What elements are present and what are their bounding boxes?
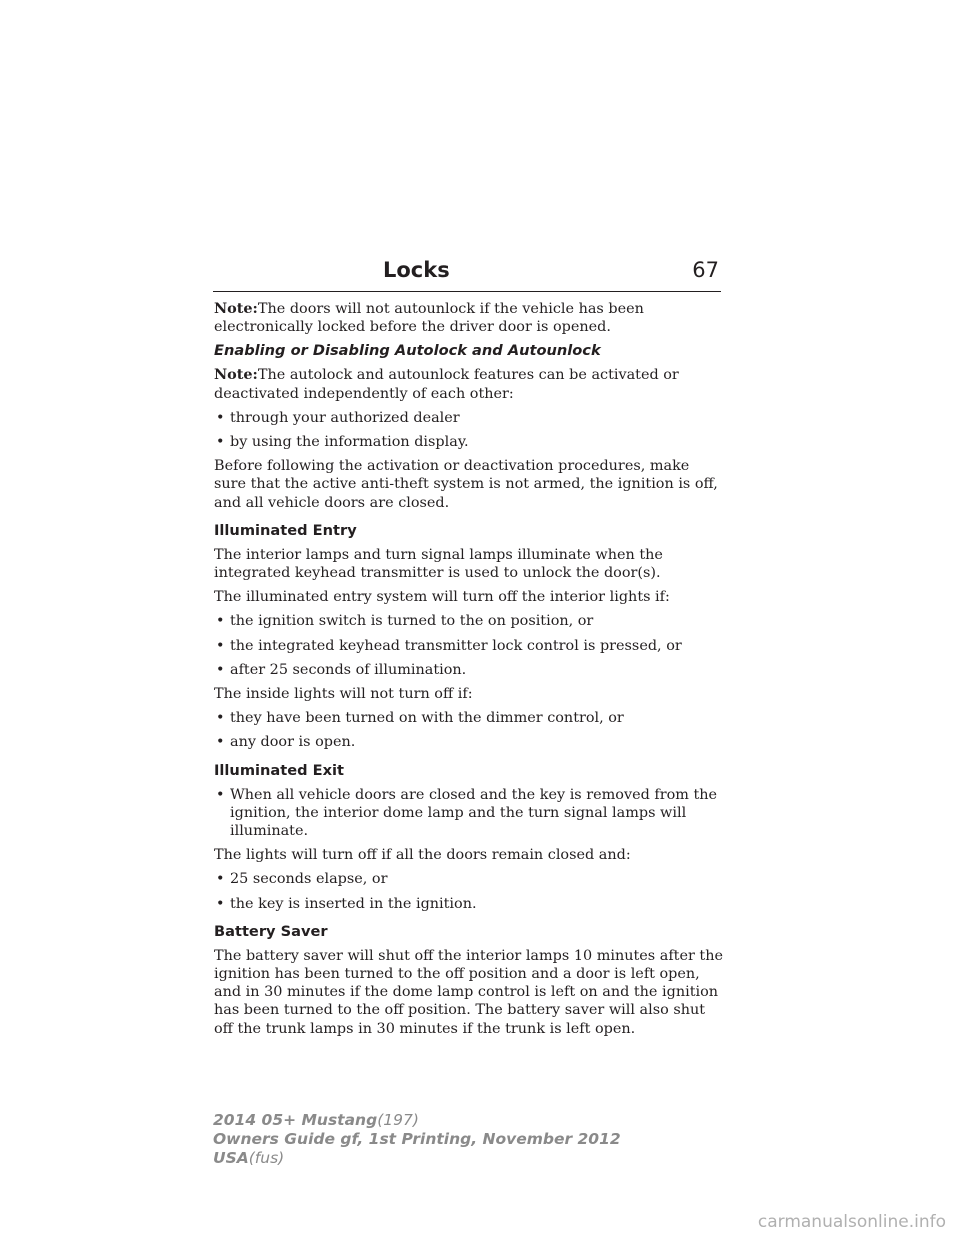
heading-illuminated-exit: Illuminated Exit [214,761,345,779]
bullet-list [214,786,724,841]
paragraph: The battery saver will shut off the interior lamps 10 minutes after the ignition has been turned to the off position and a door is left open, and in 30 minutes if the dome lamp control is left on and the ignition has been turned to the off position. The battery saver will also shut off the trunk lamps in 30 minutes if the trunk is left open. [214,947,723,1037]
bullet-icon: • [216,786,225,803]
list-item: • they have been turned on with the dimmer control, or [216,710,624,727]
bullet-icon: • [216,871,225,888]
note-label: Note: [214,300,258,317]
paragraph: The interior lamps and turn signal lamps illuminate when the integrated keyhead transmitter is used to unlock the door(s). [214,546,663,582]
footer-code: (197) [377,1111,419,1129]
paragraph: Before following the activation or deactivation procedures, make sure that the active anti-theft system is not armed, the ignition is off, and all vehicle doors are closed. [214,458,718,511]
footer-line: Owners Guide gf, 1st Printing, November 2012 [213,1130,621,1148]
list-item: • 25 seconds elapse, or [216,871,388,888]
page-footer [213,1111,621,1168]
footer-line [213,1149,621,1168]
page-content [214,300,724,1044]
list-item: • any door is open. [216,734,356,751]
note-paragraph [214,366,724,402]
note-text: The autolock and autounlock features can be activated or deactivated independently of each other: [214,367,679,402]
note-text: The doors will not autounlock if the vehicle has been electronically locked before the driver door is opened. [214,301,644,336]
header-rule [213,291,721,292]
paragraph: The illuminated entry system will turn off the interior lights if: [214,589,670,606]
note-label: Note: [214,366,258,384]
list-item: • through your authorized dealer [216,409,460,426]
bullet-list [214,409,724,451]
heading-battery-saver: Battery Saver [214,922,328,940]
watermark: carmanualsonline.info [757,1212,946,1232]
list-item: • by using the information display. [216,434,469,451]
footer-market: USA [213,1149,249,1167]
bullet-icon: • [216,661,225,678]
bullet-icon: • [216,637,225,654]
note-paragraph [214,300,724,336]
bullet-icon: • [216,895,225,912]
bullet-list [214,709,724,751]
section-title: Locks [383,258,450,282]
paragraph: The lights will turn off if all the doors remain closed and: [214,847,631,864]
page-number: 67 [692,258,719,282]
list-item: • the key is inserted in the ignition. [216,895,477,912]
footer-market-code: (fus) [248,1149,285,1167]
bullet-list [214,612,724,679]
footer-line [213,1111,621,1130]
list-item: • the integrated keyhead transmitter lock control is pressed, or [216,637,682,654]
bullet-icon: • [216,434,225,451]
heading-illuminated-entry: Illuminated Entry [214,521,357,539]
bullet-icon: • [216,710,225,727]
list-item: • the ignition switch is turned to the on position, or [216,613,594,630]
paragraph: The inside lights will not turn off if: [214,686,473,703]
bullet-icon: • [216,734,225,751]
bullet-icon: • [216,409,225,426]
footer-model: 2014 05+ Mustang [213,1111,378,1129]
list-item: • after 25 seconds of illumination. [216,661,467,678]
bullet-list [214,870,724,912]
bullet-icon: • [216,613,225,630]
list-item: • When all vehicle doors are closed and the key is removed from the ignition, the interior dome lamp and the turn signal lamps will illuminate. [216,786,718,840]
page-header [213,258,721,288]
subheading-autolock: Enabling or Disabling Autolock and Autounlock [214,342,601,360]
